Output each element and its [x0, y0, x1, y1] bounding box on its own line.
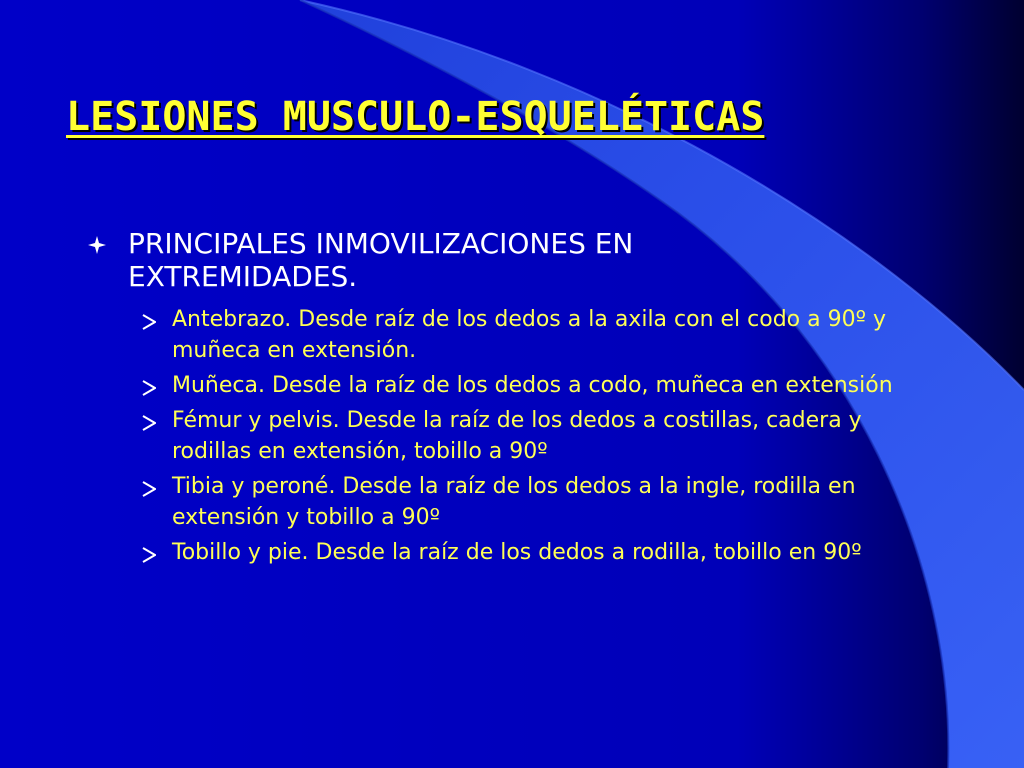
sub-bullet-text: Tibia y peroné. Desde la raíz de los dedos a la ingle, rodilla en extensión y tobillo a 90º [172, 474, 856, 530]
diamond-icon [88, 236, 106, 254]
sub-bullet-text: Tobillo y pie. Desde la raíz de los dedos a rodilla, tobillo en 90º [172, 540, 862, 565]
sub-bullet-item [138, 537, 938, 568]
arrow-icon [142, 380, 156, 396]
arrow-icon [142, 415, 156, 431]
arrow-icon [142, 481, 156, 497]
sub-bullet-item [138, 405, 938, 467]
main-bullet [88, 227, 828, 293]
sub-bullet-list [138, 304, 938, 572]
arrow-icon [142, 547, 156, 563]
sub-bullet-item [138, 304, 938, 366]
slide-title: LESIONES MUSCULO-ESQUELÉTICAS [66, 94, 765, 140]
sub-bullet-item [138, 370, 938, 401]
sub-bullet-text: Fémur y pelvis. Desde la raíz de los dedos a costillas, cadera y rodillas en extensión, tobillo a 90º [172, 408, 862, 464]
arrow-icon [142, 314, 156, 330]
sub-bullet-item [138, 471, 938, 533]
sub-bullet-text: Antebrazo. Desde raíz de los dedos a la axila con el codo a 90º y muñeca en extensión. [172, 307, 886, 363]
sub-bullet-text: Muñeca. Desde la raíz de los dedos a codo, muñeca en extensión [172, 373, 893, 398]
main-bullet-text: PRINCIPALES INMOVILIZACIONES EN EXTREMIDADES. [128, 227, 634, 293]
